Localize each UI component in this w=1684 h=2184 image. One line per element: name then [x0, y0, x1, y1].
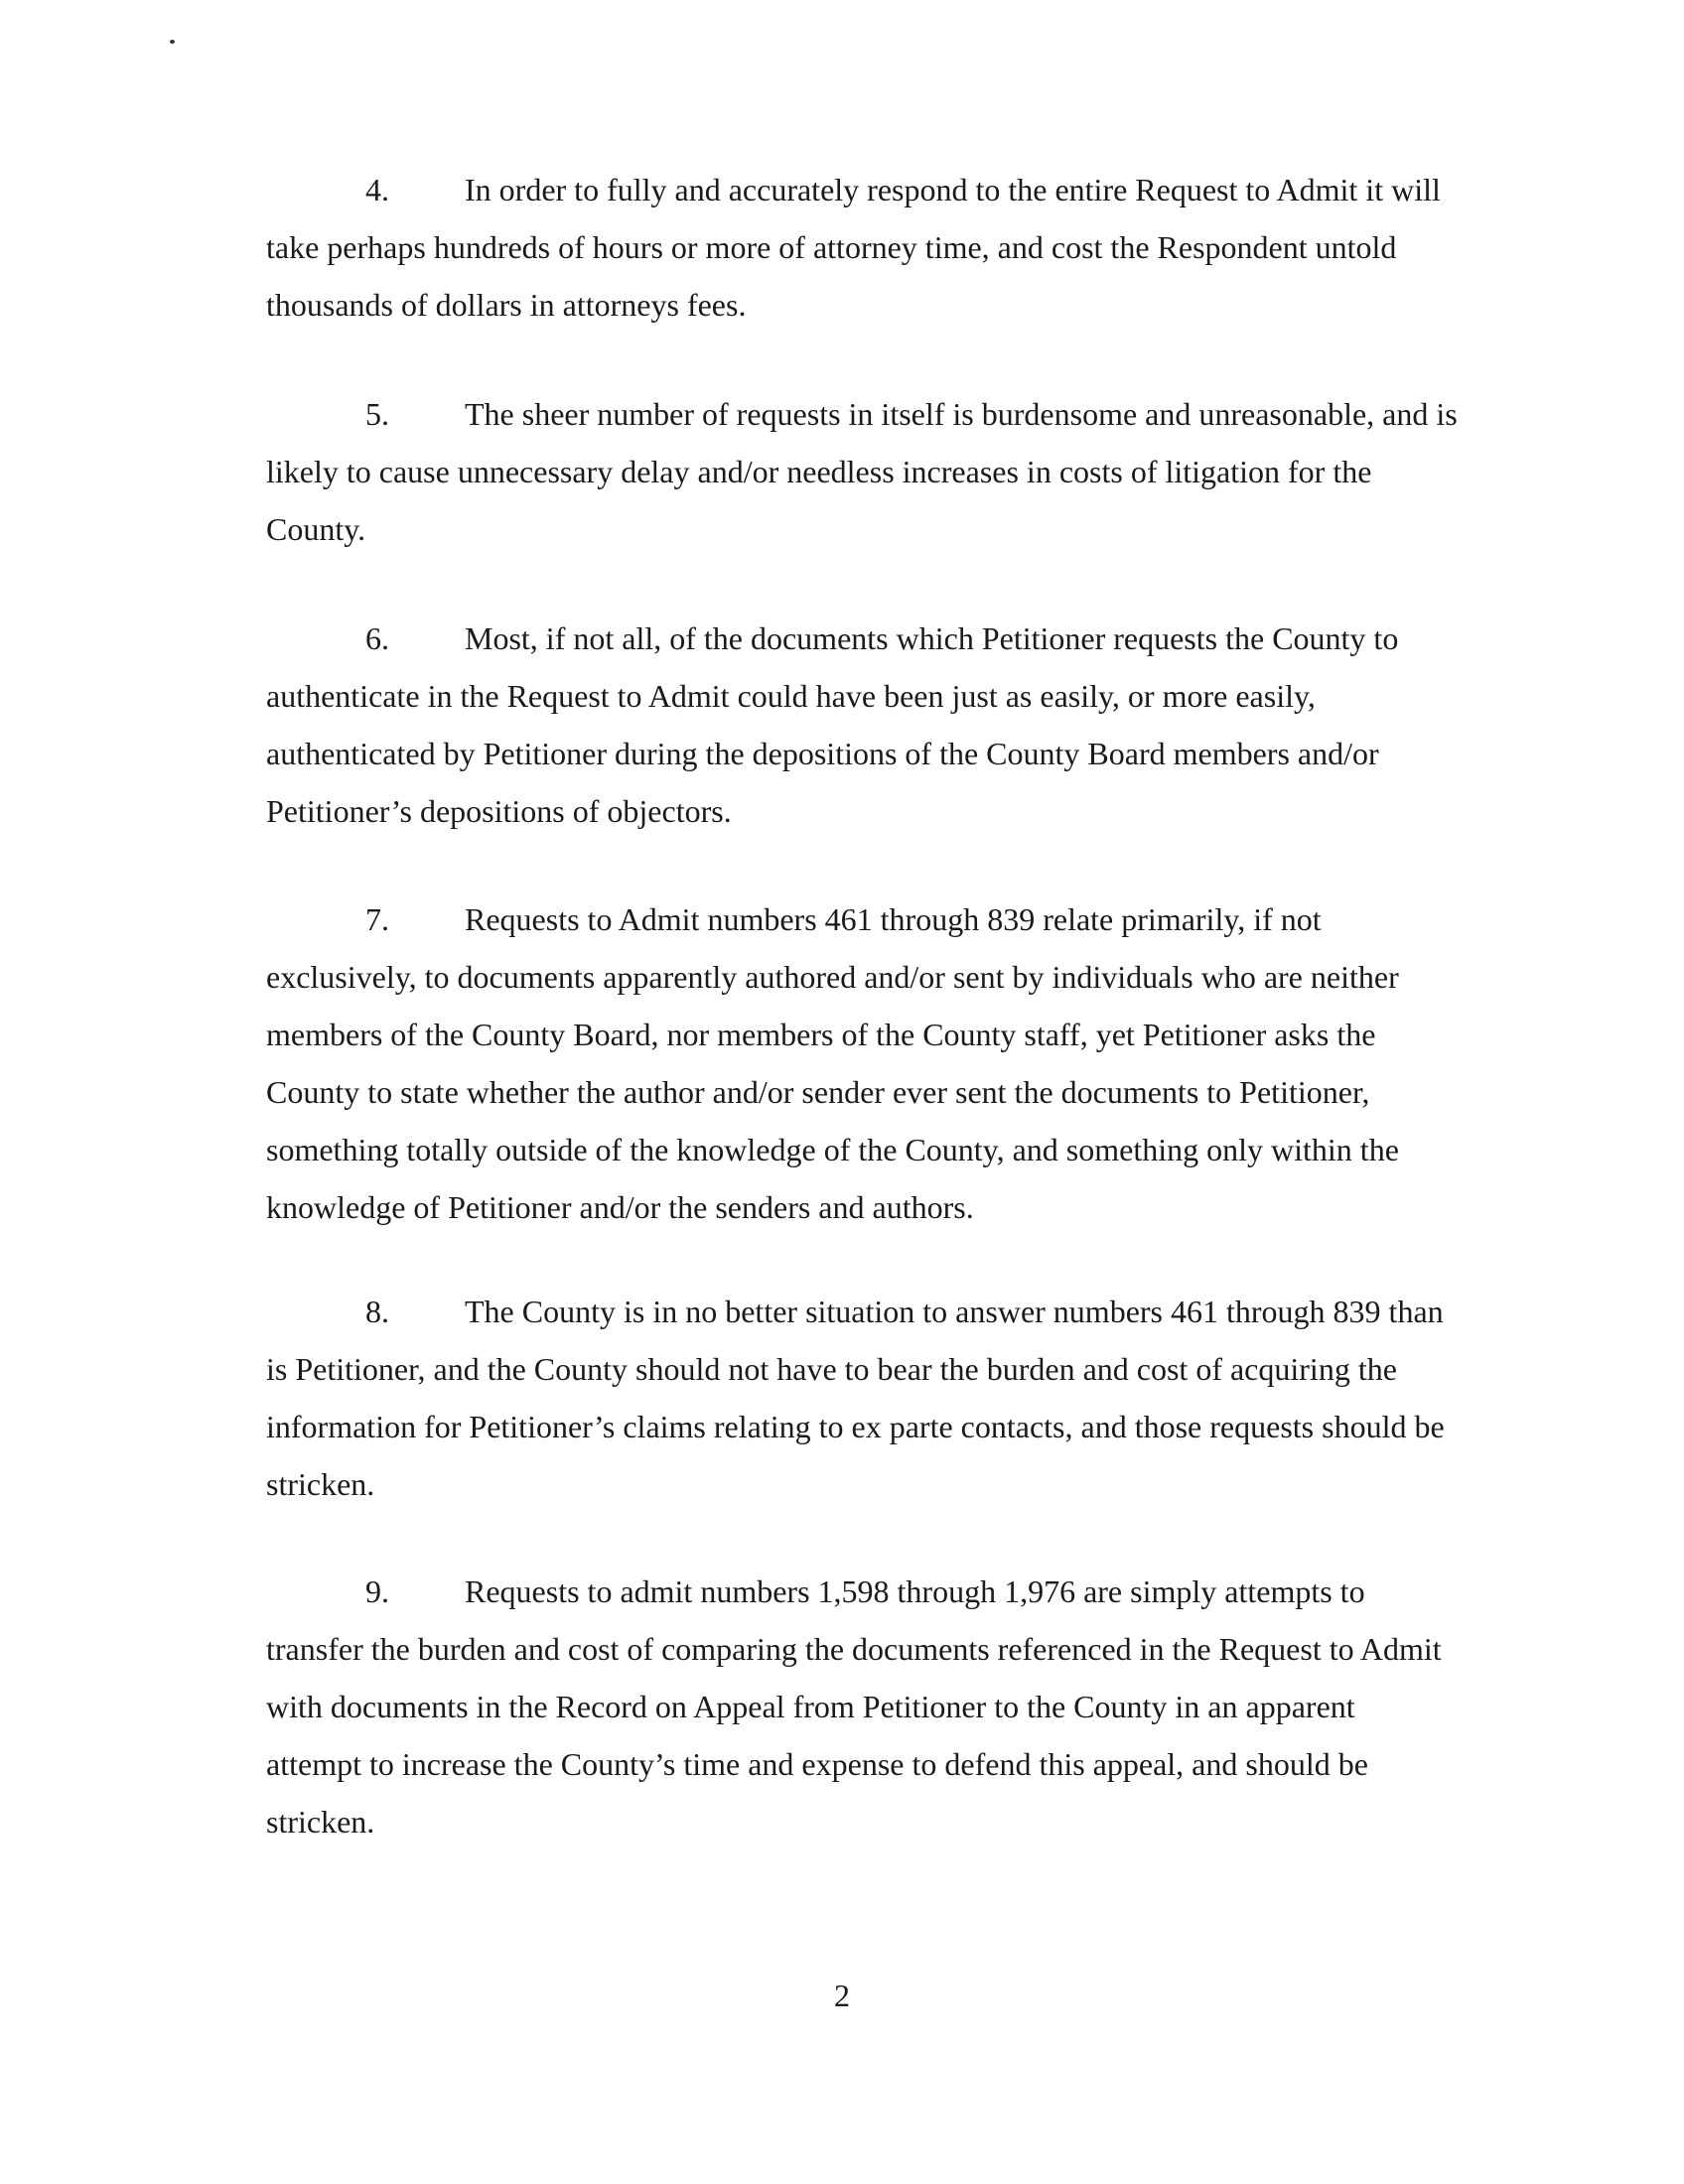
paragraph-5 — [266, 385, 1458, 558]
paragraph-text: In order to fully and accurately respond to the entire Request to Admit it will take perhaps hundreds of hours or more of attorney time, and cost the Respondent untold thousands of dollars in attorneys fees. — [266, 172, 1441, 323]
paragraph-number: 4. — [365, 172, 389, 207]
paragraph-6 — [266, 610, 1458, 840]
paragraph-text: Requests to admit numbers 1,598 through 1,976 are simply attempts to transfer the burden and cost of comparing the documents referenced in the Request to Admit with documents in the Record on Appeal from Petitioner to the County in an apparent attempt to increase the County’s time and expense to defend this appeal, and should be stricken. — [266, 1573, 1442, 1840]
scan-speck — [170, 40, 175, 44]
paragraph-text: Requests to Admit numbers 461 through 839 relate primarily, if not exclusively, to documents apparently authored and/or sent by individuals who are neither members of the County Board, nor members of the County staff, yet Petitioner asks the County to state whether the author and/or sender ever sent the documents to Petitioner, something totally outside of the knowledge of the County, and something only within the knowledge of Petitioner and/or the senders and authors. — [266, 901, 1399, 1225]
paragraph-text: Most, if not all, of the documents which Petitioner requests the County to authenticate in the Request to Admit could have been just as easily, or more easily, authenticated by Petitioner during the depositions of the County Board members and/or Petitioner’s depositions of objectors. — [266, 620, 1399, 829]
paragraph-number: 5. — [365, 396, 389, 432]
paragraph-9 — [266, 1563, 1458, 1850]
paragraph-8 — [266, 1283, 1458, 1513]
paragraph-text: The County is in no better situation to answer numbers 461 through 839 than is Petitioner, and the County should not have to bear the burden and cost of acquiring the information for Petitioner’s claims relating to ex parte contacts, and those requests should be stricken. — [266, 1294, 1445, 1502]
paragraph-4 — [266, 161, 1458, 334]
paragraph-number: 6. — [365, 620, 389, 656]
paragraph-number: 8. — [365, 1294, 389, 1329]
paragraph-number: 9. — [365, 1573, 389, 1609]
paragraph-text: The sheer number of requests in itself is burdensome and unreasonable, and is likely to cause unnecessary delay and/or needless increases in costs of litigation for the County. — [266, 396, 1458, 547]
paragraph-7 — [266, 890, 1458, 1236]
page-number: 2 — [834, 1978, 850, 2013]
paragraph-number: 7. — [365, 901, 389, 937]
